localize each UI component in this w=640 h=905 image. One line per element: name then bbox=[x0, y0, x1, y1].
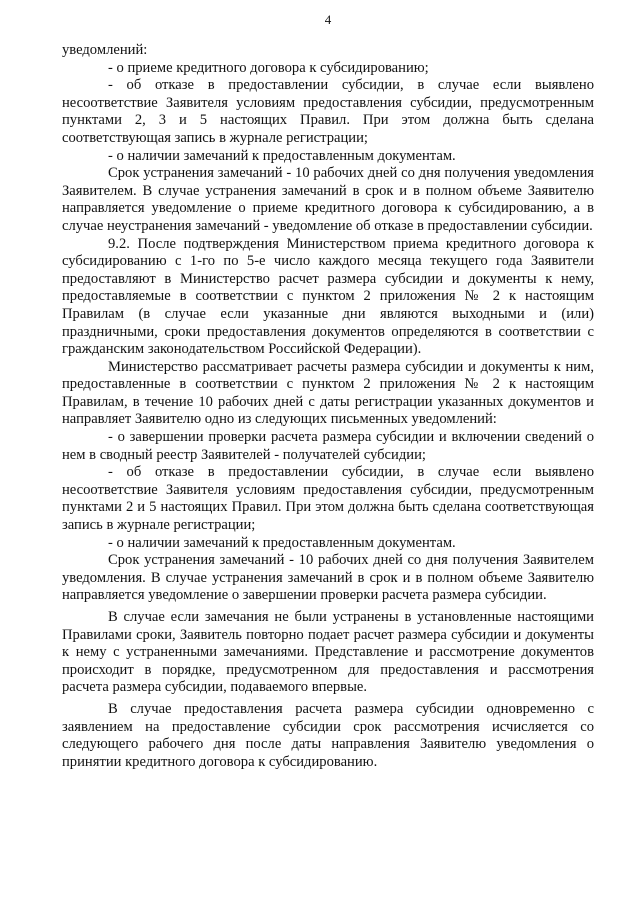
paragraph: В случае предоставления расчета размера субсидии одновременно с заявлением на предоставление субсидии срок рассмотрения исчисляется со следующего рабочего дня после даты направления Заявителю уведомления о принятии кредитного договора к субсидированию. bbox=[62, 700, 594, 770]
list-item: - о приеме кредитного договора к субсидированию; bbox=[108, 59, 429, 76]
list-item: - о наличии замечаний к предоставленным документам. bbox=[108, 147, 456, 164]
paragraph: 9.2. После подтверждения Министерством приема кредитного договора к субсидированию с 1-го по 5-е число каждого месяца текущего года Заявители предоставляют в Министерство расчет размера субсидии и документы к нему, предоставляемые в соответствии с пунктом 2 приложения № 2 к настоящим Правилам (в случае если указанные дни являются выходными и (или) праздничными, сроки предоставления документов определяются в соответствии с гражданским законодательством Российской Федерации). bbox=[62, 235, 594, 358]
list-item: - об отказе в предоставлении субсидии, в случае если выявлено несоответствие Заявителя условиям предоставления субсидии, предусмотренным пунктами 2 и 5 настоящих Правил. При этом должна быть сделана соответствующая запись в журнале регистрации; bbox=[62, 464, 594, 534]
document-page bbox=[62, 0, 594, 905]
paragraph: уведомлений: bbox=[62, 42, 148, 58]
list-item: - о наличии замечаний к предоставленным документам. bbox=[108, 534, 456, 551]
list-item: - об отказе в предоставлении субсидии, в случае если выявлено несоответствие Заявителя условиям предоставления субсидии, предусмотренным пунктами 2, 3 и 5 настоящих Правил. При этом должна быть сделана соответствующая запись в журнале регистрации; bbox=[62, 77, 594, 146]
paragraph: Срок устранения замечаний - 10 рабочих дней со дня получения Заявителем уведомления. В случае устранения замечаний в срок и в полном объеме Заявителю направляется уведомление о завершении проверки расчета размера субсидии. bbox=[62, 552, 594, 604]
paragraph: Срок устранения замечаний - 10 рабочих дней со дня получения уведомления Заявителем. В случае устранения замечаний в срок и в полном объеме Заявителю направляется уведомление о приеме кредитного договора к субсидированию, а в случае неустранения замечаний - уведомление об отказе в предоставлении субсидии. bbox=[62, 165, 594, 234]
page-number: 4 bbox=[324, 12, 332, 27]
paragraph: В случае если замечания не были устранены в установленные настоящими Правилами сроки, Заявитель повторно подает расчет размера субсидии и документы к нему с устраненными замечаниями. Представление и рассмотрение документов происходит в порядке, предусмотренном для предоставления и рассмотрения расчета размера субсидии, подаваемого впервые. bbox=[62, 609, 594, 696]
document-body bbox=[62, 42, 594, 771]
paragraph: Министерство рассматривает расчеты размера субсидии и документы к ним, предоставленные в соответствии с пунктом 2 приложения № 2 к настоящим Правилам, в течение 10 рабочих дней с даты регистрации указанных документов и направляет Заявителю одно из следующих письменных уведомлений: bbox=[62, 358, 594, 428]
list-item: - о завершении проверки расчета размера субсидии и включении сведений о нем в сводный реестр Заявителей - получателей субсидии; bbox=[62, 429, 594, 463]
